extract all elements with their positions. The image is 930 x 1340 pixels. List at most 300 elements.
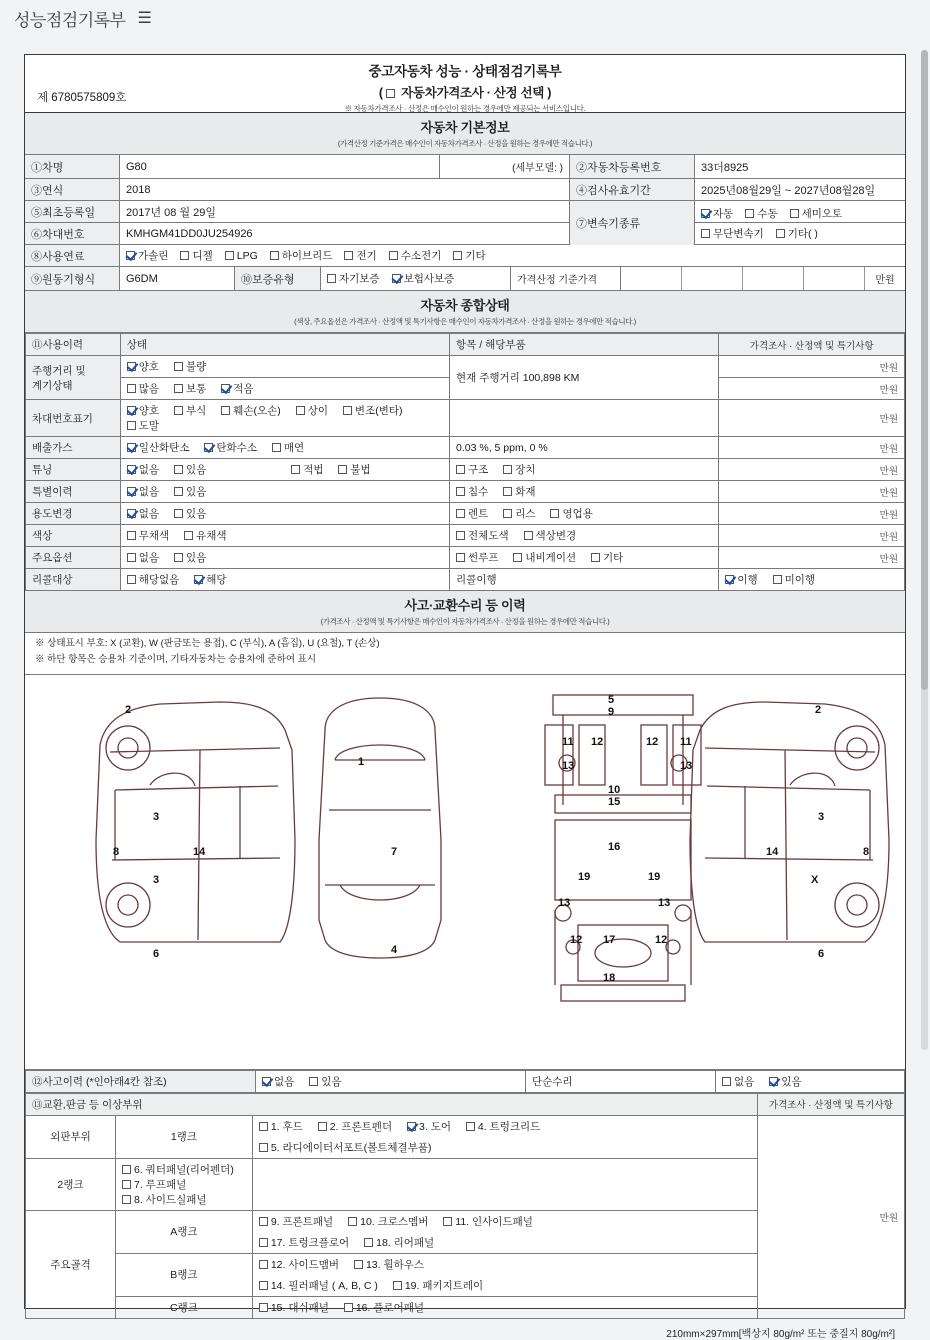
svg-text:17: 17 xyxy=(603,933,616,946)
svg-text:13: 13 xyxy=(562,759,575,772)
checkbox-side-sill[interactable] xyxy=(122,1195,131,1204)
row-mileage-1 xyxy=(26,356,905,378)
vin-rust-option[interactable]: 부식 xyxy=(174,403,206,418)
label-color: 색상 xyxy=(26,525,121,547)
items-frame-c xyxy=(252,1296,757,1318)
svg-text:12: 12 xyxy=(570,933,583,946)
app-topbar xyxy=(0,0,930,36)
fuel-option-hybrid[interactable]: 하이브리드 xyxy=(270,248,333,263)
transmission-option-semiauto[interactable]: 세미오토 xyxy=(790,206,843,221)
checkbox-semiauto[interactable] xyxy=(790,209,799,218)
state-tuning xyxy=(120,459,449,481)
unit-base-price: 만원 xyxy=(875,275,895,286)
checkbox-recall-applicable[interactable] xyxy=(194,575,203,584)
sunroof-option[interactable]: 썬루프 xyxy=(456,550,498,565)
recall-done-option[interactable]: 이행 xyxy=(725,572,757,587)
svg-text:14: 14 xyxy=(193,845,206,858)
transmission-option-auto[interactable]: 자동 xyxy=(701,206,733,221)
state-main-options xyxy=(120,547,449,569)
value-simple-repair xyxy=(716,1070,905,1092)
checkbox-business[interactable] xyxy=(550,509,559,518)
condition-table-header xyxy=(26,334,905,356)
svg-text:13: 13 xyxy=(558,896,571,909)
price-mileage-1: 만원 xyxy=(719,356,905,378)
label-reg-no: ②자동차등록번호 xyxy=(570,155,695,178)
option-etc-option[interactable]: 기타 xyxy=(591,550,623,565)
recall-na-option[interactable]: 해당없음 xyxy=(127,572,180,587)
fuel-option-diesel[interactable]: 디젤 xyxy=(180,248,212,263)
value-engine-type: G6DM xyxy=(120,267,235,290)
document-title: 중고자동차 성능 · 상태점검기록부 xyxy=(368,64,562,79)
label-engine-type: ⑨원동기형식 xyxy=(25,267,120,290)
checkbox-co[interactable] xyxy=(127,443,136,452)
checkbox-sunroof[interactable] xyxy=(456,553,465,562)
tuning-legal-option[interactable]: 적법 xyxy=(291,462,323,477)
checkbox-mileage-many[interactable] xyxy=(127,384,136,393)
mileage-good-option[interactable]: 양호 xyxy=(127,359,159,374)
svg-text:7: 7 xyxy=(391,845,398,858)
fuel-option-hydrogen[interactable]: 수소전기 xyxy=(389,248,442,263)
checkbox-hybrid[interactable] xyxy=(270,251,279,260)
label-special-history: 특별이력 xyxy=(26,481,121,503)
full-repaint-option[interactable]: 전체도색 xyxy=(456,528,509,543)
part-cross-member-option[interactable]: 10. 크로스멤버 xyxy=(348,1214,428,1229)
checkbox-gasoline[interactable] xyxy=(126,251,135,260)
checkbox-dash-panel[interactable] xyxy=(259,1303,268,1312)
svg-text:14: 14 xyxy=(766,845,779,858)
checkbox-recall-done[interactable] xyxy=(725,575,734,584)
checkbox-diesel[interactable] xyxy=(180,251,189,260)
overall-state-title: 자동차 종합상태 xyxy=(420,298,510,313)
checkbox-front-fender[interactable] xyxy=(318,1122,327,1131)
svg-text:13: 13 xyxy=(680,759,693,772)
label-mileage: 주행거리 및 계기상태 xyxy=(26,356,121,400)
row-car-name xyxy=(25,155,905,179)
value-year: 2018 xyxy=(120,179,570,200)
checkbox-chromatic[interactable] xyxy=(184,531,193,540)
fuel-option-gasoline[interactable]: 가솔린 xyxy=(126,248,168,263)
header-item: 항목 / 해당부품 xyxy=(450,334,719,356)
row-engine-warranty xyxy=(25,267,905,291)
mileage-bad-option[interactable]: 불량 xyxy=(174,359,206,374)
special-yes-option[interactable]: 있음 xyxy=(174,484,206,499)
flood-option[interactable]: 침수 xyxy=(456,484,488,499)
fuel-option-lpg[interactable]: LPG xyxy=(225,250,258,262)
simple-repair-yes-option[interactable]: 있음 xyxy=(769,1074,801,1089)
checkbox-self-warranty[interactable] xyxy=(327,274,336,283)
checkbox-recall-na[interactable] xyxy=(127,575,136,584)
header-price-note: 가격조사 · 산정액 및 특기사항 xyxy=(719,334,905,356)
vin-forged-option[interactable]: 변조(변타) xyxy=(343,403,403,418)
row-special-history xyxy=(26,481,905,503)
checkbox-vin-forged[interactable] xyxy=(343,406,352,415)
checkbox-trunk-floor[interactable] xyxy=(259,1238,268,1247)
svg-text:19: 19 xyxy=(578,870,591,883)
header-exchange-price: 가격조사 · 산정액 및 특기사항 xyxy=(757,1093,904,1115)
tuning-illegal-option[interactable]: 불법 xyxy=(338,462,370,477)
checkbox-lpg[interactable] xyxy=(225,251,234,260)
checkbox-simple-repair-none[interactable] xyxy=(722,1077,731,1086)
part-inside-panel-option[interactable]: 11. 인사이드패널 xyxy=(443,1214,533,1229)
value-accident-history xyxy=(256,1070,526,1092)
usage-none-option[interactable]: 없음 xyxy=(127,506,159,521)
label-vin: ⑥차대번호 xyxy=(25,223,120,244)
header-usage-history: ⑪사용이력 xyxy=(26,334,121,356)
checkbox-options-yes[interactable] xyxy=(174,553,183,562)
checkbox-front-panel[interactable] xyxy=(259,1217,268,1226)
accident-band xyxy=(25,591,905,633)
accident-yes-option[interactable]: 있음 xyxy=(309,1074,341,1089)
checkbox-recall-notdone[interactable] xyxy=(773,575,782,584)
part-wheel-house-option[interactable]: 13. 휠하우스 xyxy=(354,1257,424,1272)
checkbox-cvt[interactable] xyxy=(701,229,710,238)
items-frame-a-line2 xyxy=(252,1232,757,1254)
value-first-reg: 2017년 08 월 29일 xyxy=(120,201,570,222)
diagram-svg xyxy=(25,675,905,1068)
part-quarter-panel-option[interactable]: 6. 쿼터패널(리어펜더) xyxy=(122,1162,234,1177)
svg-text:11: 11 xyxy=(680,735,692,748)
recall-notdone-option[interactable]: 미이행 xyxy=(773,572,815,587)
state-emission xyxy=(120,437,449,459)
item-special-history xyxy=(450,481,719,503)
state-usage-change xyxy=(120,503,449,525)
vin-damage-option[interactable]: 훼손(오손) xyxy=(221,403,281,418)
accident-notes xyxy=(25,633,905,675)
svg-text:2: 2 xyxy=(125,703,132,716)
basic-info-table xyxy=(25,155,905,291)
row-main-options xyxy=(26,547,905,569)
item-recall: 리콜이행 xyxy=(450,569,719,591)
svg-text:12: 12 xyxy=(646,735,659,748)
recall-performed-cell xyxy=(719,569,905,591)
page-scrollbar[interactable] xyxy=(921,50,928,1050)
options-yes-option[interactable]: 있음 xyxy=(174,550,206,565)
basic-info-band xyxy=(25,113,905,155)
checkbox-fuel-etc[interactable] xyxy=(453,251,462,260)
checkbox-smoke[interactable] xyxy=(272,443,281,452)
recall-applicable-option[interactable]: 해당 xyxy=(194,572,226,587)
checkbox-options-none[interactable] xyxy=(127,553,136,562)
label-inspection-period: ④검사유효기간 xyxy=(570,179,695,200)
row-accident-history xyxy=(26,1070,905,1092)
part-hood-option[interactable]: 1. 후드 xyxy=(259,1119,303,1134)
checkbox-usage-none[interactable] xyxy=(127,509,136,518)
tuning-device-option[interactable]: 장치 xyxy=(503,462,535,477)
warranty-option-insurance[interactable]: 보험사보증 xyxy=(392,271,455,286)
checkbox-simple-repair-yes[interactable] xyxy=(769,1077,778,1086)
price-emission: 만원 xyxy=(719,437,905,459)
checkbox-rear-panel[interactable] xyxy=(364,1238,373,1247)
svg-text:X: X xyxy=(811,873,819,886)
fuel-option-etc[interactable]: 기타 xyxy=(453,248,485,263)
vin-good-option[interactable]: 양호 xyxy=(127,403,159,418)
row-usage-change xyxy=(26,503,905,525)
checkbox-tuning-yes[interactable] xyxy=(174,465,183,474)
row-emission xyxy=(26,437,905,459)
checkbox-tuning-illegal[interactable] xyxy=(338,465,347,474)
row-vin-mark xyxy=(26,400,905,437)
group-outer-panel: 외판부위 xyxy=(26,1115,116,1158)
scrollbar-thumb[interactable] xyxy=(921,50,928,690)
checkbox-flood[interactable] xyxy=(456,487,465,496)
fuel-option-electric[interactable]: 전기 xyxy=(344,248,376,263)
checkbox-vin-rust[interactable] xyxy=(174,406,183,415)
row-vin xyxy=(25,223,905,245)
value-car-name: G80 xyxy=(120,155,440,178)
rank-outer-2: 2랭크 xyxy=(26,1158,116,1210)
svg-text:3: 3 xyxy=(818,810,825,823)
accident-title: 사고·교환수리 등 이력 xyxy=(404,598,526,613)
accident-none-option[interactable]: 없음 xyxy=(262,1074,294,1089)
item-color xyxy=(450,525,719,547)
checkbox-radiator-support[interactable] xyxy=(259,1143,268,1152)
part-door-option[interactable]: 3. 도어 xyxy=(407,1119,451,1134)
label-year: ③연식 xyxy=(25,179,120,200)
svg-text:8: 8 xyxy=(863,845,870,858)
part-floor-panel-option[interactable]: 16. 플로어패널 xyxy=(344,1300,424,1315)
document-subtitle-text: 자동차가격조사 · 산정 선택 ) xyxy=(401,86,552,100)
part-front-panel-option[interactable]: 9. 프론트패널 xyxy=(259,1214,333,1229)
checkbox-achromatic[interactable] xyxy=(127,531,136,540)
checkbox-accident-none[interactable] xyxy=(262,1077,271,1086)
checkbox-special-yes[interactable] xyxy=(174,487,183,496)
item-current-mileage: 현재 주행거리 100,898 KM xyxy=(450,356,719,400)
checkbox-side-member[interactable] xyxy=(259,1260,268,1269)
hamburger-icon[interactable]: ☰ xyxy=(137,10,152,27)
emission-hc-option[interactable]: 탄화수소 xyxy=(204,440,257,455)
row-year xyxy=(25,179,905,201)
checkbox-tuning-legal[interactable] xyxy=(291,465,300,474)
svg-text:9: 9 xyxy=(608,705,615,718)
basic-info-subtitle: (가격산정 기준가격은 매수인이 자동차가격조사 · 산정을 원하는 경우에만 적습니다.) xyxy=(337,139,593,148)
label-vin-mark: 차대번호표기 xyxy=(26,400,121,437)
tuning-structure-option[interactable]: 구조 xyxy=(456,462,488,477)
checkbox-navigation[interactable] xyxy=(513,553,522,562)
checkbox-color-change[interactable] xyxy=(524,531,533,540)
rank-frame-a: A랭크 xyxy=(116,1210,253,1253)
performance-check-document xyxy=(24,54,906,1340)
checkbox-cross-member[interactable] xyxy=(348,1217,357,1226)
label-first-reg: ⑤최초등록일 xyxy=(25,201,120,222)
items-frame-b-line2 xyxy=(252,1275,757,1297)
mileage-few-option[interactable]: 적음 xyxy=(221,381,253,396)
checkbox-hydrogen[interactable] xyxy=(389,251,398,260)
checkbox-manual[interactable] xyxy=(745,209,754,218)
state-color xyxy=(120,525,449,547)
label-warranty: ⑩보증유형 xyxy=(235,267,321,290)
part-trunk-floor-option[interactable]: 17. 트렁크플로어 xyxy=(259,1235,349,1250)
checkbox-trunk-lid[interactable] xyxy=(466,1122,475,1131)
row-outer-rank1 xyxy=(26,1115,905,1137)
checkbox-vin-good[interactable] xyxy=(127,406,136,415)
document-number: 제 6780575809호 xyxy=(37,92,127,104)
chromatic-option[interactable]: 유채색 xyxy=(184,528,226,543)
label-main-options: 주요옵션 xyxy=(26,547,121,569)
part-pillar-panel-option[interactable]: 14. 필러패널 ( A, B, C ) xyxy=(259,1278,378,1293)
vin-paint-option[interactable]: 도말 xyxy=(127,418,159,433)
item-main-options xyxy=(450,547,719,569)
label-emission: 배출가스 xyxy=(26,437,121,459)
checkbox-usage-yes[interactable] xyxy=(174,509,183,518)
svg-text:11: 11 xyxy=(562,735,574,748)
checkbox-mileage-few[interactable] xyxy=(221,384,230,393)
svg-text:8: 8 xyxy=(113,845,120,858)
item-vin-mark xyxy=(450,400,719,437)
svg-text:3: 3 xyxy=(153,873,160,886)
transmission-option-etc[interactable]: 기타( ) xyxy=(776,226,818,241)
checkbox-full-repaint[interactable] xyxy=(456,531,465,540)
svg-text:5: 5 xyxy=(608,693,615,706)
checkbox-vin-paint[interactable] xyxy=(127,421,136,430)
svg-text:16: 16 xyxy=(608,840,621,853)
item-usage-change xyxy=(450,503,719,525)
value-fuel xyxy=(120,245,905,266)
value-warranty xyxy=(321,267,511,290)
part-radiator-support-option[interactable]: 5. 라디에이터서포트(볼트체결부품) xyxy=(259,1140,432,1155)
overall-state-subtitle: (색상, 주요옵션은 가격조사 · 산정액 및 특기사항은 매수인이 자동차가격조사 · 산정을 원하는 경우에만 적습니다.) xyxy=(294,317,636,326)
warranty-option-self[interactable]: 자기보증 xyxy=(327,271,380,286)
fire-option[interactable]: 화재 xyxy=(503,484,535,499)
part-trunk-lid-option[interactable]: 4. 트렁크리드 xyxy=(466,1119,540,1134)
checkbox-device[interactable] xyxy=(503,465,512,474)
accident-subtitle: (가격조사 · 산정액 및 특기사항은 매수인이 자동차가격조사 · 산정을 원하는 경우에만 적습니다.) xyxy=(320,617,610,626)
header-state: 상태 xyxy=(120,334,449,356)
checkbox-hood[interactable] xyxy=(259,1122,268,1131)
svg-text:19: 19 xyxy=(648,870,661,883)
checkbox-floor-panel[interactable] xyxy=(344,1303,353,1312)
options-none-option[interactable]: 없음 xyxy=(127,550,159,565)
item-tuning xyxy=(450,459,719,481)
checkbox-mileage-good[interactable] xyxy=(127,362,136,371)
checkbox-mileage-bad[interactable] xyxy=(174,362,183,371)
checkbox-wheel-house[interactable] xyxy=(354,1260,363,1269)
exchange-parts-table xyxy=(25,1093,905,1319)
achromatic-option[interactable]: 무채색 xyxy=(127,528,169,543)
vin-diff-option[interactable]: 상이 xyxy=(296,403,328,418)
items-frame-a-line1 xyxy=(252,1210,757,1232)
price-main-options: 만원 xyxy=(719,547,905,569)
svg-text:12: 12 xyxy=(591,735,604,748)
svg-text:2: 2 xyxy=(815,703,822,716)
checkbox-door[interactable] xyxy=(407,1122,416,1131)
color-change-option[interactable]: 색상변경 xyxy=(524,528,577,543)
part-dash-panel-option[interactable]: 15. 대쉬패널 xyxy=(259,1300,329,1315)
label-exchange-parts: ⑬교환,판금 등 이상부위 xyxy=(26,1093,758,1115)
checkbox-hc[interactable] xyxy=(204,443,213,452)
navigation-option[interactable]: 내비게이션 xyxy=(513,550,576,565)
items-outer-rank2 xyxy=(116,1158,253,1210)
price-color: 만원 xyxy=(719,525,905,547)
state-recall xyxy=(120,569,449,591)
label-base-price: 가격산정 기준가격 xyxy=(511,267,621,290)
simple-repair-none-option[interactable]: 없음 xyxy=(722,1074,754,1089)
row-tuning xyxy=(26,459,905,481)
checkbox-auto[interactable] xyxy=(701,209,710,218)
svg-text:3: 3 xyxy=(153,810,160,823)
svg-text:18: 18 xyxy=(603,971,616,984)
checkbox-tuning-none[interactable] xyxy=(127,465,136,474)
value-reg-no: 33더8925 xyxy=(701,161,749,174)
accident-history-table xyxy=(25,1070,905,1093)
item-emission-values: 0.03 %, 5 ppm, 0 % xyxy=(450,437,719,459)
mileage-many-option[interactable]: 많음 xyxy=(127,381,159,396)
checkbox-electric[interactable] xyxy=(344,251,353,260)
label-fuel: ⑧사용연료 xyxy=(25,245,120,266)
checkbox-special-none[interactable] xyxy=(127,487,136,496)
page-title: 성능점검기록부 xyxy=(14,10,126,30)
checkbox-roof-panel[interactable] xyxy=(122,1180,131,1189)
checkbox-inside-panel[interactable] xyxy=(443,1217,452,1226)
transmission-option-manual[interactable]: 수동 xyxy=(745,206,777,221)
row-color xyxy=(26,525,905,547)
overall-state-band xyxy=(25,291,905,333)
checkbox-quarter-panel[interactable] xyxy=(122,1165,131,1174)
document-header xyxy=(25,55,905,113)
mileage-normal-option[interactable]: 보통 xyxy=(174,381,206,396)
part-side-sill-option[interactable]: 8. 사이드실패널 xyxy=(122,1192,207,1207)
svg-text:6: 6 xyxy=(153,947,160,960)
svg-text:12: 12 xyxy=(655,933,668,946)
checkbox-structure[interactable] xyxy=(456,465,465,474)
checkbox-vin-damage[interactable] xyxy=(221,406,230,415)
checkbox-mileage-normal[interactable] xyxy=(174,384,183,393)
checkbox-accident-yes[interactable] xyxy=(309,1077,318,1086)
business-option[interactable]: 영업용 xyxy=(550,506,592,521)
checkbox-rent[interactable] xyxy=(456,509,465,518)
svg-text:6: 6 xyxy=(818,947,825,960)
label-transmission: ⑦변속기종류 xyxy=(570,201,695,245)
state-mileage-quality xyxy=(120,356,449,378)
car-damage-diagram xyxy=(25,675,905,1070)
checkbox-package-tray[interactable] xyxy=(393,1281,402,1290)
emission-smoke-option[interactable]: 매연 xyxy=(272,440,304,455)
part-front-fender-option[interactable]: 2. 프론트펜더 xyxy=(318,1119,392,1134)
items-outer-rank1-line1 xyxy=(252,1115,757,1137)
checkbox-transmission-etc[interactable] xyxy=(776,229,785,238)
checkbox-fire[interactable] xyxy=(503,487,512,496)
row-recall xyxy=(26,569,905,591)
state-special-history xyxy=(120,481,449,503)
emission-co-option[interactable]: 일산화탄소 xyxy=(127,440,190,455)
checkbox-lease[interactable] xyxy=(503,509,512,518)
special-none-option[interactable]: 없음 xyxy=(127,484,159,499)
accident-note-2: ※ 하단 항목은 승용차 기준이며, 기타자동차는 승용차에 준하여 표시 xyxy=(35,654,317,666)
part-rear-panel-option[interactable]: 18. 리어패널 xyxy=(364,1235,434,1250)
checkbox-insurance-warranty[interactable] xyxy=(392,274,401,283)
price-usage-change: 만원 xyxy=(719,503,905,525)
part-side-member-option[interactable]: 12. 사이드맴버 xyxy=(259,1257,339,1272)
exchange-price-value: 만원 xyxy=(757,1115,904,1318)
tuning-none-option[interactable]: 없음 xyxy=(127,462,159,477)
transmission-option-cvt[interactable]: 무단변속기 xyxy=(701,226,764,241)
accident-note-1: ※ 상태표시 부호: X (교환), W (판금또는 용접), C (부식), A (흠집), U (요철), T (손상) xyxy=(35,638,380,649)
part-roof-panel-option[interactable]: 7. 루프패널 xyxy=(122,1177,186,1192)
value-base-price xyxy=(621,267,905,290)
label-usage-change: 용도변경 xyxy=(26,503,121,525)
rent-option[interactable]: 렌트 xyxy=(456,506,488,521)
checkbox-option-etc[interactable] xyxy=(591,553,600,562)
checkbox-pillar-panel[interactable] xyxy=(259,1281,268,1290)
svg-text:10: 10 xyxy=(608,783,621,796)
items-frame-b-line1 xyxy=(252,1253,757,1275)
price-survey-checkbox[interactable] xyxy=(386,89,395,98)
lease-option[interactable]: 리스 xyxy=(503,506,535,521)
usage-yes-option[interactable]: 있음 xyxy=(174,506,206,521)
tuning-yes-option[interactable]: 있음 xyxy=(174,462,206,477)
row-fuel xyxy=(25,245,905,267)
part-package-tray-option[interactable]: 19. 패키지트레이 xyxy=(393,1278,483,1293)
checkbox-vin-diff[interactable] xyxy=(296,406,305,415)
